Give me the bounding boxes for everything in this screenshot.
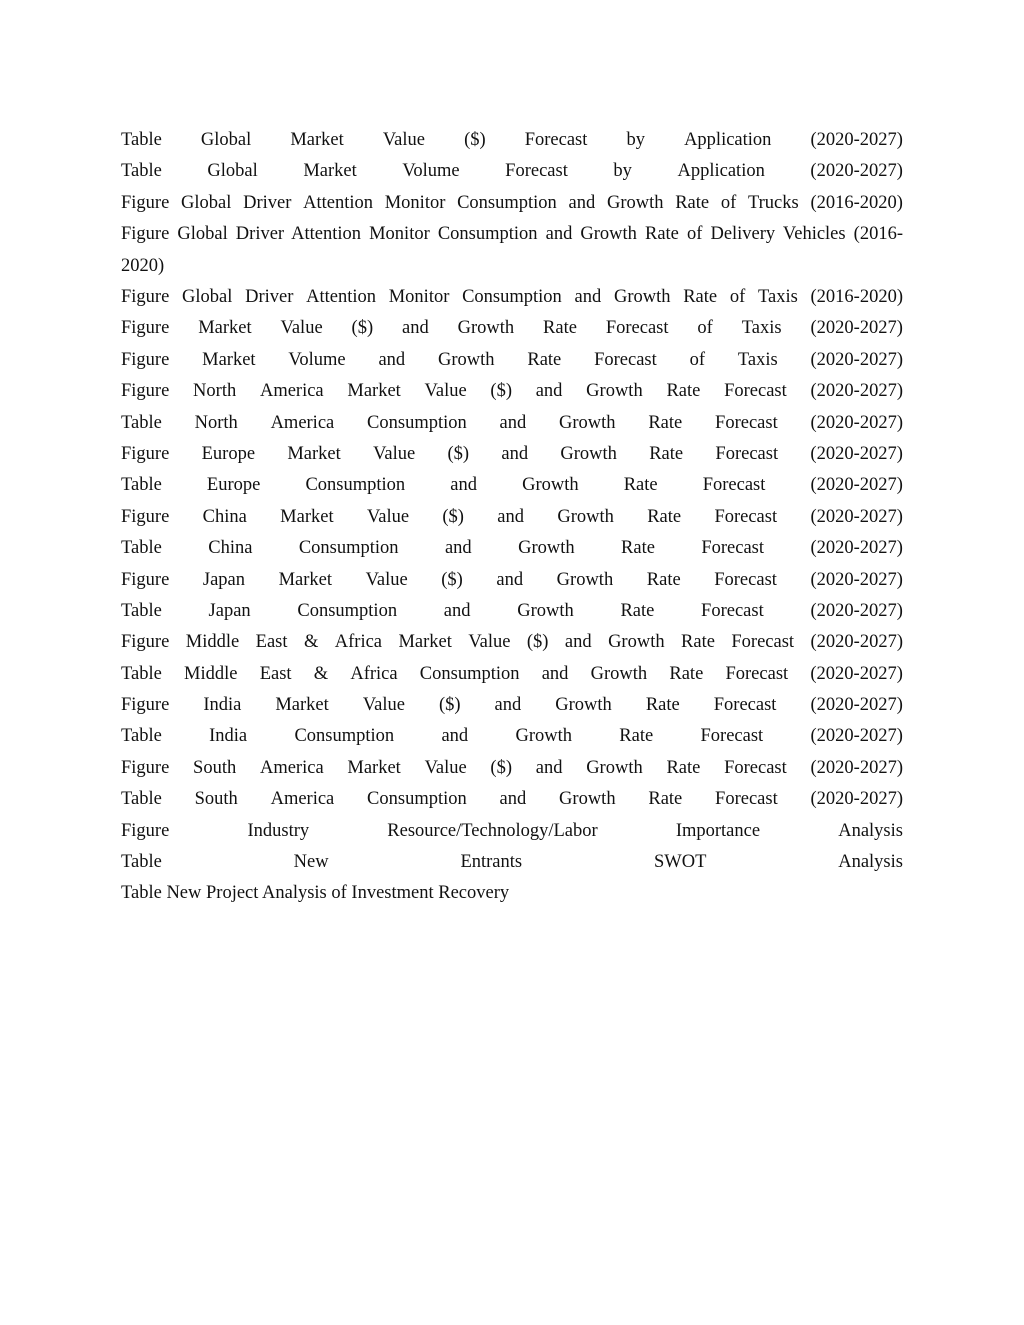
entry-word: Forecast xyxy=(724,381,787,402)
entry-word: ($) xyxy=(490,757,512,778)
entry-word: Value xyxy=(362,695,405,716)
entry-word: Table xyxy=(121,130,162,150)
entry-word: Market xyxy=(278,569,332,590)
entry-word: Growth xyxy=(556,569,614,590)
list-item xyxy=(121,565,903,596)
entry-word: Consumption xyxy=(457,192,557,213)
entry-word: Taxis xyxy=(757,286,798,307)
entry-word: Forecast xyxy=(714,506,778,527)
entry-word: Attention xyxy=(303,192,374,213)
list-item xyxy=(121,596,903,627)
entry-word: and xyxy=(499,412,527,433)
list-item xyxy=(121,502,903,533)
entry-word: Forecast xyxy=(731,632,795,653)
list-item xyxy=(121,878,903,909)
entry-word: ($) xyxy=(438,695,461,716)
list-item xyxy=(121,721,903,752)
entry-word: Figure xyxy=(121,632,170,653)
entry-word: Analysis xyxy=(838,852,903,873)
entry-word: (2020-2027) xyxy=(810,381,903,402)
entry-word: Figure xyxy=(121,569,170,590)
entry-word: Growth xyxy=(522,475,579,496)
list-item xyxy=(121,470,903,501)
entry-word: and xyxy=(450,475,477,496)
entry-word: & xyxy=(313,663,329,684)
entry-word: Rate xyxy=(675,192,710,213)
list-item xyxy=(121,219,903,282)
entry-word: and xyxy=(574,286,602,307)
entry-word: Forecast xyxy=(505,161,568,182)
entry-word: Application xyxy=(677,161,765,182)
entry-word: Europe xyxy=(201,443,256,464)
entry-word: (2016-2020) xyxy=(810,286,903,307)
entry-word: (2016-2020) xyxy=(810,192,903,213)
entry-word: Rate xyxy=(648,412,683,433)
entry-word: Forecast xyxy=(715,412,778,433)
entry-word: Growth xyxy=(457,318,515,339)
entry-word: Global xyxy=(181,192,232,213)
entry-word: (2020-2027) xyxy=(810,318,903,339)
entry-word: Forecast xyxy=(594,349,657,370)
entry-word: Consumption xyxy=(367,789,467,810)
entry-word: Figure xyxy=(121,349,170,370)
entry-word: New xyxy=(293,852,329,873)
entry-word: Analysis xyxy=(838,820,903,841)
table-of-figures-list xyxy=(121,125,903,910)
entry-word: by xyxy=(626,130,645,150)
entry-word: Growth xyxy=(557,506,614,527)
entry-word: and xyxy=(494,695,522,716)
entry-word: Forecast xyxy=(725,663,789,684)
entry-text: Figure Global Driver Attention Monitor Consumption and Growth Rate of Delivery Vehicles (2016-2020) xyxy=(121,224,903,276)
entry-word: and xyxy=(444,538,472,559)
entry-word: Market xyxy=(290,130,344,150)
entry-word: by xyxy=(613,161,632,182)
entry-word: Taxis xyxy=(737,349,778,370)
entry-word: and xyxy=(378,349,406,370)
entry-word: Forecast xyxy=(702,475,766,496)
entry-word: and xyxy=(501,443,529,464)
entry-word: (2020-2027) xyxy=(810,475,903,496)
list-item xyxy=(121,282,903,313)
entry-word: (2020-2027) xyxy=(810,600,903,621)
entry-word: and xyxy=(564,632,592,653)
entry-word: Figure xyxy=(121,286,170,307)
entry-text: Table New Project Analysis of Investment Recovery xyxy=(121,883,510,904)
entry-word: Value xyxy=(468,632,511,653)
entry-word: Market xyxy=(287,443,341,464)
entry-word: of xyxy=(689,349,706,370)
entry-word: Growth xyxy=(560,443,617,464)
entry-word: (2020-2027) xyxy=(810,412,903,433)
entry-word: Forecast xyxy=(715,443,779,464)
entry-word: Consumption xyxy=(419,663,520,684)
entry-word: Growth xyxy=(515,726,572,747)
entry-word: Monitor xyxy=(384,192,446,213)
entry-word: ($) xyxy=(490,381,512,402)
entry-word: Europe xyxy=(206,475,261,496)
entry-word: (2020-2027) xyxy=(810,569,903,590)
entry-word: and xyxy=(535,757,563,778)
entry-word: of xyxy=(729,286,746,307)
list-item xyxy=(121,345,903,376)
entry-word: and xyxy=(441,726,469,747)
entry-word: (2020-2027) xyxy=(810,443,903,464)
entry-word: Growth xyxy=(586,381,643,402)
entry-word: Growth xyxy=(438,349,495,370)
entry-word: America xyxy=(270,412,335,433)
entry-word: Consumption xyxy=(305,475,406,496)
entry-word: Rate xyxy=(621,538,655,559)
list-item xyxy=(121,690,903,721)
entry-word: Figure xyxy=(121,695,170,716)
entry-word: Rate xyxy=(683,286,718,307)
entry-word: Market xyxy=(347,757,401,778)
entry-word: Forecast xyxy=(701,538,765,559)
entry-word: and xyxy=(541,663,569,684)
entry-word: Industry xyxy=(247,820,310,841)
entry-word: Rate xyxy=(646,569,681,590)
list-item xyxy=(121,816,903,847)
entry-word: Attention xyxy=(306,286,377,307)
entry-word: Value xyxy=(280,318,323,339)
entry-word: (2020-2027) xyxy=(810,538,903,559)
entry-word: Table xyxy=(121,852,162,873)
entry-word: & xyxy=(303,632,319,653)
entry-word: Forecast xyxy=(724,757,787,778)
entry-word: Market xyxy=(303,161,357,182)
entry-word: Global xyxy=(200,130,252,150)
entry-word: Value xyxy=(365,569,408,590)
entry-word: India xyxy=(203,695,242,716)
entry-word: Importance xyxy=(675,820,761,841)
entry-word: China xyxy=(208,538,253,559)
entry-word: Market xyxy=(275,695,329,716)
entry-word: Monitor xyxy=(388,286,450,307)
entry-word: and xyxy=(497,506,525,527)
entry-word: Middle xyxy=(184,663,238,684)
entry-word: Resource/Technology/Labor xyxy=(387,820,598,841)
list-item xyxy=(121,439,903,470)
entry-word: Africa xyxy=(350,663,398,684)
entry-word: Rate xyxy=(647,506,682,527)
entry-word: Global xyxy=(207,161,258,182)
entry-word: East xyxy=(255,632,288,653)
entry-word: Japan xyxy=(202,569,245,590)
entry-word: Market xyxy=(202,349,256,370)
entry-word: and xyxy=(535,381,563,402)
entry-word: Rate xyxy=(666,757,701,778)
list-item xyxy=(121,408,903,439)
entry-word: Forecast xyxy=(605,318,669,339)
entry-word: Rate xyxy=(649,443,684,464)
entry-word: Table xyxy=(121,475,162,496)
entry-word: Consumption xyxy=(367,412,467,433)
entry-word: ($) xyxy=(351,318,374,339)
list-item xyxy=(121,659,903,690)
entry-word: Figure xyxy=(121,506,170,527)
entry-word: Value xyxy=(366,506,410,527)
entry-word: Consumption xyxy=(462,286,562,307)
entry-word: Growth xyxy=(590,663,648,684)
entry-word: ($) xyxy=(442,506,464,527)
entry-word: South xyxy=(193,757,237,778)
list-item xyxy=(121,313,903,344)
entry-word: Volume xyxy=(288,349,346,370)
entry-word: (2020-2027) xyxy=(810,506,903,527)
entry-word: ($) xyxy=(464,130,486,150)
entry-word: South xyxy=(194,789,238,810)
entry-word: Growth xyxy=(555,695,612,716)
entry-word: Growth xyxy=(559,412,616,433)
entry-word: (2020-2027) xyxy=(810,130,903,150)
entry-word: Rate xyxy=(527,349,562,370)
list-item xyxy=(121,188,903,219)
entry-word: (2020-2027) xyxy=(810,695,903,716)
entry-word: and xyxy=(443,600,471,621)
entry-word: China xyxy=(202,506,247,527)
list-item xyxy=(121,784,903,815)
entry-word: SWOT xyxy=(653,852,707,873)
entry-word: (2020-2027) xyxy=(810,161,903,182)
entry-word: Figure xyxy=(121,757,170,778)
list-item xyxy=(121,533,903,564)
entry-word: Value xyxy=(424,757,467,778)
entry-word: Figure xyxy=(121,443,170,464)
entry-word: Forecast xyxy=(701,600,764,621)
entry-word: America xyxy=(259,757,324,778)
list-item xyxy=(121,125,903,156)
entry-word: Rate xyxy=(619,726,654,747)
entry-word: Rate xyxy=(669,663,704,684)
entry-word: Driver xyxy=(243,192,292,213)
entry-word: Growth xyxy=(518,538,575,559)
entry-word: and xyxy=(496,569,524,590)
entry-word: Figure xyxy=(121,318,170,339)
entry-word: Growth xyxy=(586,757,643,778)
entry-word: Forecast xyxy=(714,569,777,590)
entry-word: (2020-2027) xyxy=(810,726,903,747)
entry-word: ($) xyxy=(447,443,470,464)
list-item xyxy=(121,847,903,878)
entry-word: Figure xyxy=(121,381,170,402)
entry-word: ($) xyxy=(526,632,549,653)
entry-word: East xyxy=(259,663,292,684)
entry-word: North xyxy=(193,381,237,402)
entry-word: Table xyxy=(121,789,162,810)
entry-word: Forecast xyxy=(715,789,778,810)
entry-word: Table xyxy=(121,726,162,747)
entry-word: of xyxy=(697,318,713,339)
entry-word: Table xyxy=(121,663,162,684)
entry-word: America xyxy=(259,381,324,402)
entry-word: India xyxy=(209,726,248,747)
entry-word: Growth xyxy=(559,789,616,810)
list-item xyxy=(121,376,903,407)
entry-word: Figure xyxy=(121,820,170,841)
entry-word: Forecast xyxy=(713,695,777,716)
entry-word: Value xyxy=(382,130,425,150)
entry-word: Table xyxy=(121,161,162,182)
entry-word: Volume xyxy=(402,161,460,182)
entry-word: Market xyxy=(280,506,334,527)
entry-word: Growth xyxy=(613,286,671,307)
entry-word: Rate xyxy=(620,600,655,621)
entry-word: Rate xyxy=(543,318,577,339)
entry-word: America xyxy=(270,789,335,810)
entry-word: Forecast xyxy=(700,726,764,747)
entry-word: Market xyxy=(398,632,452,653)
entry-word: Growth xyxy=(606,192,664,213)
entry-word: Consumption xyxy=(294,726,395,747)
entry-word: Rate xyxy=(645,695,680,716)
entry-word: Application xyxy=(684,130,772,150)
entry-word: and xyxy=(402,318,429,339)
entry-word: Rate xyxy=(648,789,683,810)
list-item xyxy=(121,156,903,187)
entry-word: (2020-2027) xyxy=(810,663,903,684)
entry-word: Market xyxy=(347,381,401,402)
entry-word: Taxis xyxy=(741,318,782,339)
entry-word: Entrants xyxy=(460,852,523,873)
entry-word: North xyxy=(194,412,238,433)
entry-word: Rate xyxy=(681,632,715,653)
entry-word: Driver xyxy=(245,286,294,307)
entry-word: Value xyxy=(424,381,467,402)
entry-word: (2020-2027) xyxy=(810,349,903,370)
list-item xyxy=(121,627,903,658)
entry-word: (2020-2027) xyxy=(810,632,903,653)
entry-word: Forecast xyxy=(524,130,588,150)
entry-word: Growth xyxy=(517,600,574,621)
entry-word: (2020-2027) xyxy=(810,757,903,778)
entry-word: Table xyxy=(121,538,162,559)
entry-word: Rate xyxy=(623,475,658,496)
list-item xyxy=(121,753,903,784)
entry-word: Japan xyxy=(208,600,251,621)
entry-word: Consumption xyxy=(297,600,398,621)
entry-word: Table xyxy=(121,600,162,621)
entry-word: Figure xyxy=(121,192,170,213)
entry-word: Value xyxy=(373,443,416,464)
entry-word: Table xyxy=(121,412,162,433)
entry-word: Rate xyxy=(666,381,701,402)
entry-word: (2020-2027) xyxy=(810,789,903,810)
entry-word: and xyxy=(568,192,596,213)
entry-word: and xyxy=(499,789,527,810)
entry-word: Consumption xyxy=(298,538,399,559)
entry-word: Africa xyxy=(334,632,383,653)
entry-word: of xyxy=(720,192,737,213)
entry-word: Trucks xyxy=(747,192,799,213)
entry-word: ($) xyxy=(441,569,463,590)
entry-word: Market xyxy=(198,318,252,339)
entry-word: Global xyxy=(182,286,233,307)
entry-word: Growth xyxy=(608,632,665,653)
entry-word: Middle xyxy=(185,632,240,653)
